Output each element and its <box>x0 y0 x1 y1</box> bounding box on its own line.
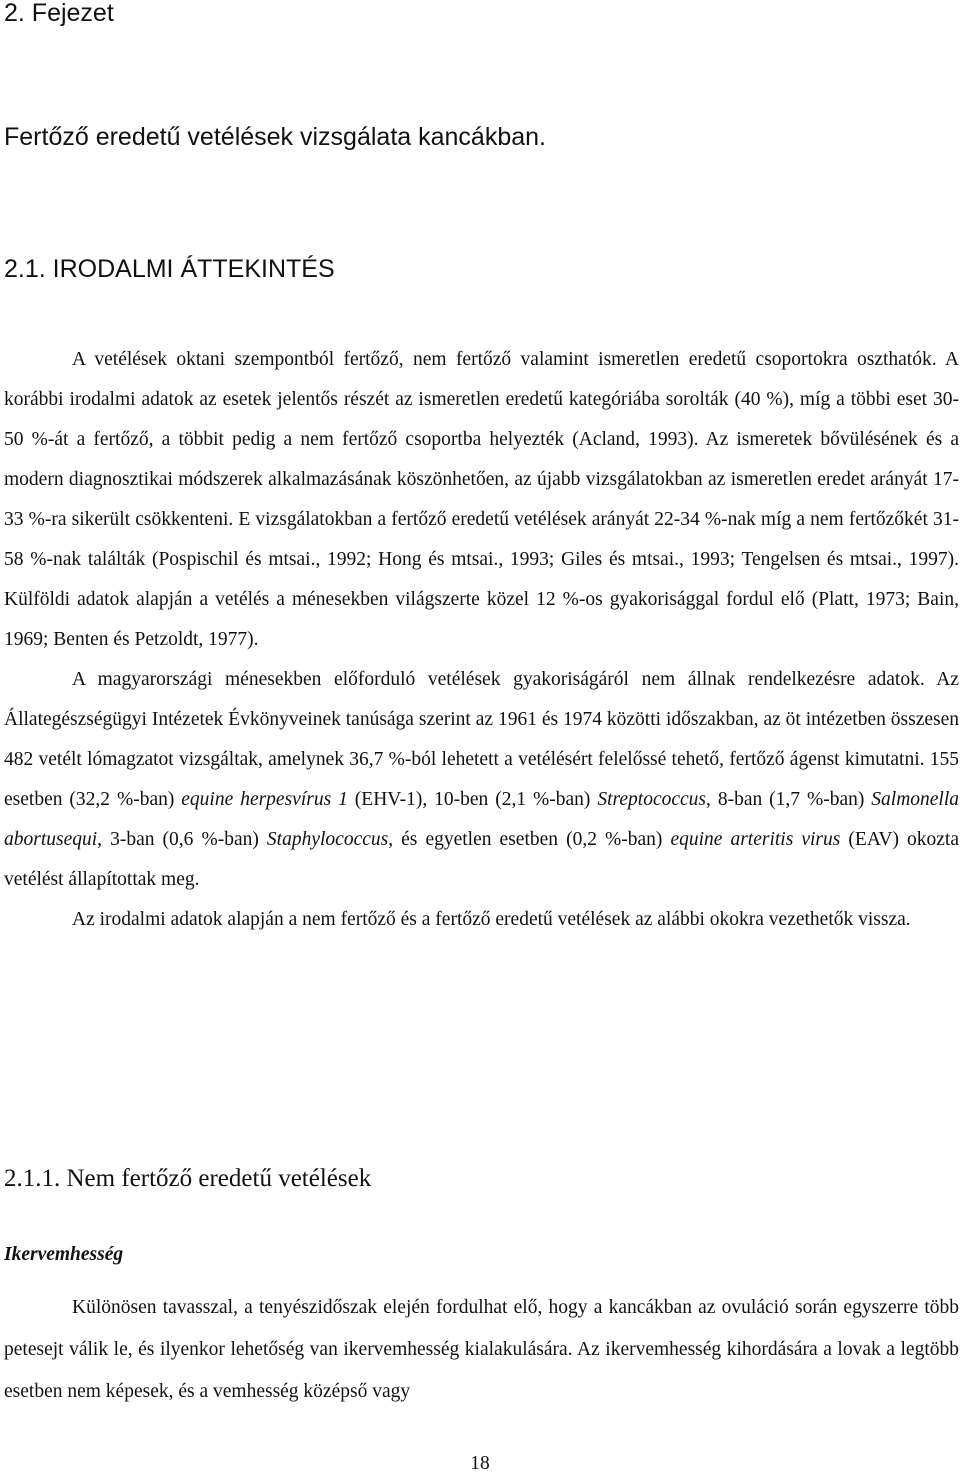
chapter-heading: 2. Fejezet <box>4 0 114 27</box>
p2-text-2: (EHV-1), 10-ben (2,1 %-ban) <box>347 789 598 810</box>
p2-italic-ehv: equine herpesvírus 1 <box>181 789 348 810</box>
p2-text-3: , 8-ban (1,7 %-ban) <box>706 789 872 810</box>
p2-italic-strep: Streptococcus <box>597 789 707 810</box>
paragraph-4: Különösen tavasszal, a tenyészidőszak elején fordulhat elő, hogy a kancákban az ovuláció során egyszerre több petesejt válik le, és ilyenkor lehetőség van ikervemhesség kialakulására. Az ikervemhesség kihordására a lovak a legtöbb esetben nem képesek, és a vemhesség középső vagy <box>4 1297 959 1402</box>
subsubsection-heading: Ikervemhesség <box>4 1244 124 1265</box>
subsection-text <box>4 1287 959 1413</box>
paragraph-2 <box>4 660 959 900</box>
p2-italic-staph: Staphylococcus <box>266 829 389 850</box>
p2-text-6: (EAV) okozta vetélést állapítottak meg. <box>4 829 960 890</box>
paragraph-3: Az irodalmi adatok alapján a nem fertőző és a fertőző eredetű vetélések az alábbi okokra vezethetők vissza. <box>72 909 911 930</box>
p2-text-4: , 3-ban (0,6 %-ban) <box>97 829 267 850</box>
subsection-heading: 2.1.1. Nem fertőző eredetű vetélések <box>4 1165 372 1192</box>
page-number: 18 <box>470 1453 490 1474</box>
chapter-title: Fertőző eredetű vetélések vizsgálata kancákban. <box>4 123 546 151</box>
section-heading: 2.1. IRODALMI ÁTTEKINTÉS <box>4 255 335 283</box>
paragraph-1: A vetélések oktani szempontból fertőző, nem fertőző valamint ismeretlen eredetű csoportokra oszthatók. A korábbi irodalmi adatok az esetek jelentős részét az ismeretlen eredetű kategóriába sorolták (40 %), míg a többi eset 30-50 %-át a fertőző, a többit pedig a nem fertőző csoportba helyezték (Acland, 1993). Az ismeretek bővülésének és a modern diagnosztikai módszerek alkalmazásának köszönhetően, az újabb vizsgálatokban az ismeretlen eredet arányát 17-33 %-ra sikerült csökkenteni. E vizsgálatokban a fertőző eredetű vetélések arányát 22-34 %-nak míg a nem fertőzőkét 31-58 %-nak találták (Pospischil és mtsai., 1992; Hong és mtsai., 1993; Giles és mtsai., 1993; Tengelsen és mtsai., 1997). Külföldi adatok alapján a vetélés a ménesekben világszerte közel 12 %-os gyakorisággal fordul elő (Platt, 1973; Bain, 1969; Benten és Petzoldt, 1977). <box>4 349 959 650</box>
p2-text-1: A magyarországi ménesekben előforduló vetélések gyakoriságáról nem állnak rendelkezésre adatok. Az Állategészségügyi Intézetek Évkönyveinek tanúsága szerint az 1961 és 1974 közötti időszakban, az öt intézetben összesen 482 vetélt lómagzatot vizsgáltak, amelynek 36,7 %-ból lehetett a vetélésért felelőssé tehető, fertőző ágenst kimutatni. 155 esetben (32,2 %-ban) <box>4 669 959 810</box>
p2-text-5: , és egyetlen esetben (0,2 %-ban) <box>388 829 671 850</box>
p2-italic-eav: equine arteritis virus <box>670 829 841 850</box>
main-text <box>4 340 959 940</box>
p2-italic-salm: Salmonella abortusequi <box>4 789 960 850</box>
